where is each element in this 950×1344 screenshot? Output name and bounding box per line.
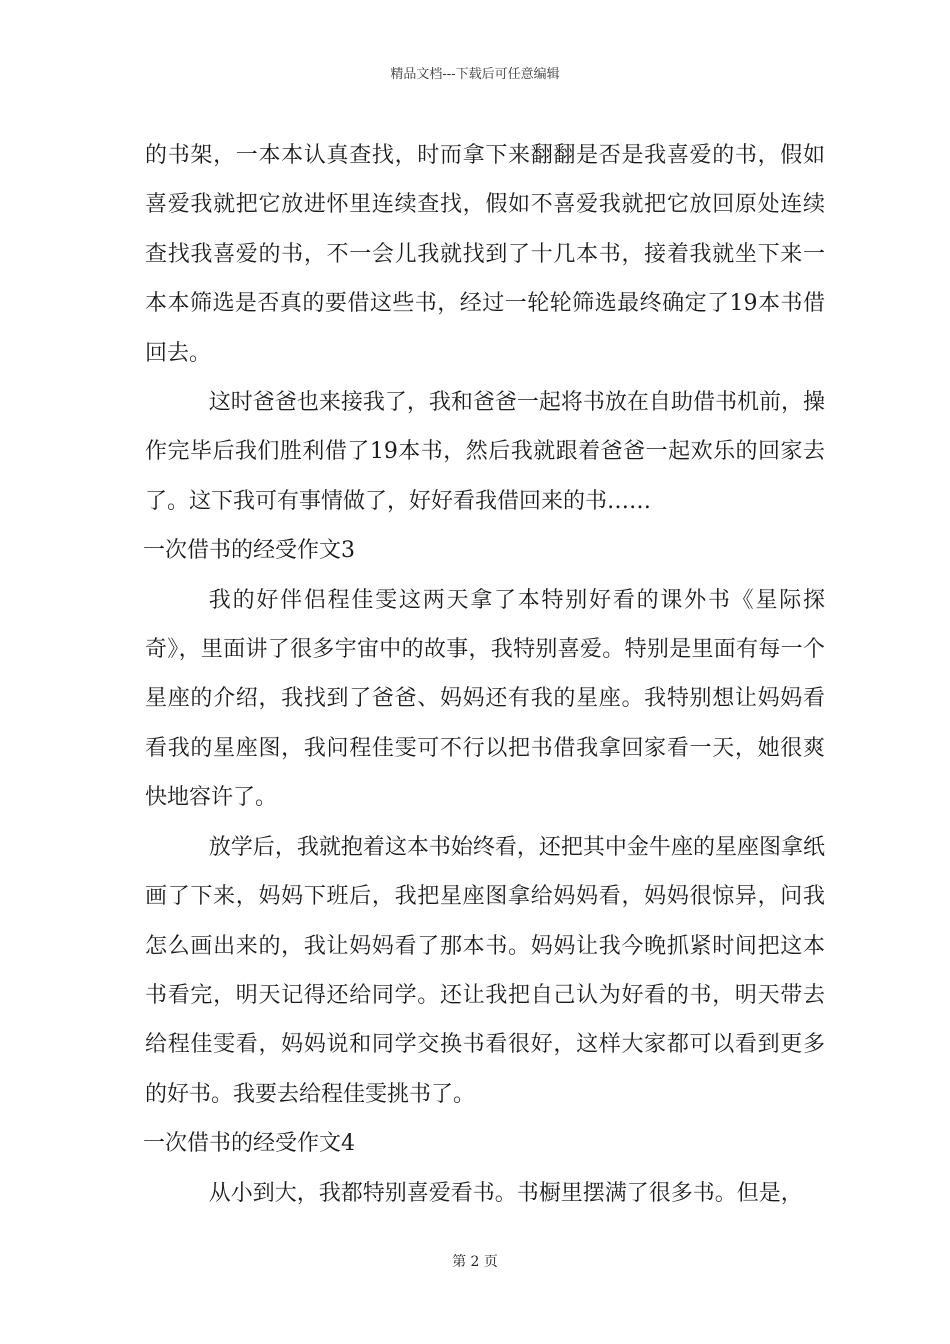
paragraph-continued: 的书架，一本本认真查找，时而拿下来翻翻是否是我喜爱的书，假如喜爱我就把它放进怀里连续查找，假如不喜爱我就把它放回原处连续查找我喜爱的书，不一会儿我就找到了十几本书，接着我就坐下来一本本筛选是否真的要借这些书，经过一轮轮筛选最终确定了19本书借回去。	[145, 143, 825, 366]
page-number: 第 2 页	[452, 1254, 498, 1270]
page-header: 精品文档---下载后可任意编辑	[390, 67, 560, 82]
section-heading: 一次借书的经受作文3	[143, 538, 355, 564]
section-heading: 一次借书的经受作文4	[143, 1131, 355, 1157]
paragraph: 放学后，我就抱着这本书始终看，还把其中金牛座的星座图拿纸画了下来，妈妈下班后，我把星座图拿给妈妈看，妈妈很惊异，问我怎么画出来的，我让妈妈看了那本书。妈妈让我今晚抓紧时间把这本书看完，明天记得还给同学。还让我把自己认为好看的书，明天带去给程佳雯看，妈妈说和同学交换书看很好，这样大家都可以看到更多的好书。我要去给程佳雯挑书了。	[145, 834, 825, 1107]
paragraph: 这时爸爸也来接我了，我和爸爸一起将书放在自助借书机前，操作完毕后我们胜利借了19本书，然后我就跟着爸爸一起欢乐的回家去了。这下我可有事情做了，好好看我借回来的书……	[145, 390, 825, 514]
paragraph: 我的好伴侣程佳雯这两天拿了本特别好看的课外书《星际探奇》，里面讲了很多宇宙中的故事，我特别喜爱。特别是里面有每一个星座的介绍，我找到了爸爸、妈妈还有我的星座。我特别想让妈妈看看我的星座图，我问程佳雯可不行以把书借我拿回家看一天，她很爽快地容许了。	[145, 587, 825, 811]
paragraph: 从小到大，我都特别喜爱看书。书橱里摆满了很多书。但是，	[208, 1180, 803, 1206]
document-body	[145, 131, 825, 1218]
